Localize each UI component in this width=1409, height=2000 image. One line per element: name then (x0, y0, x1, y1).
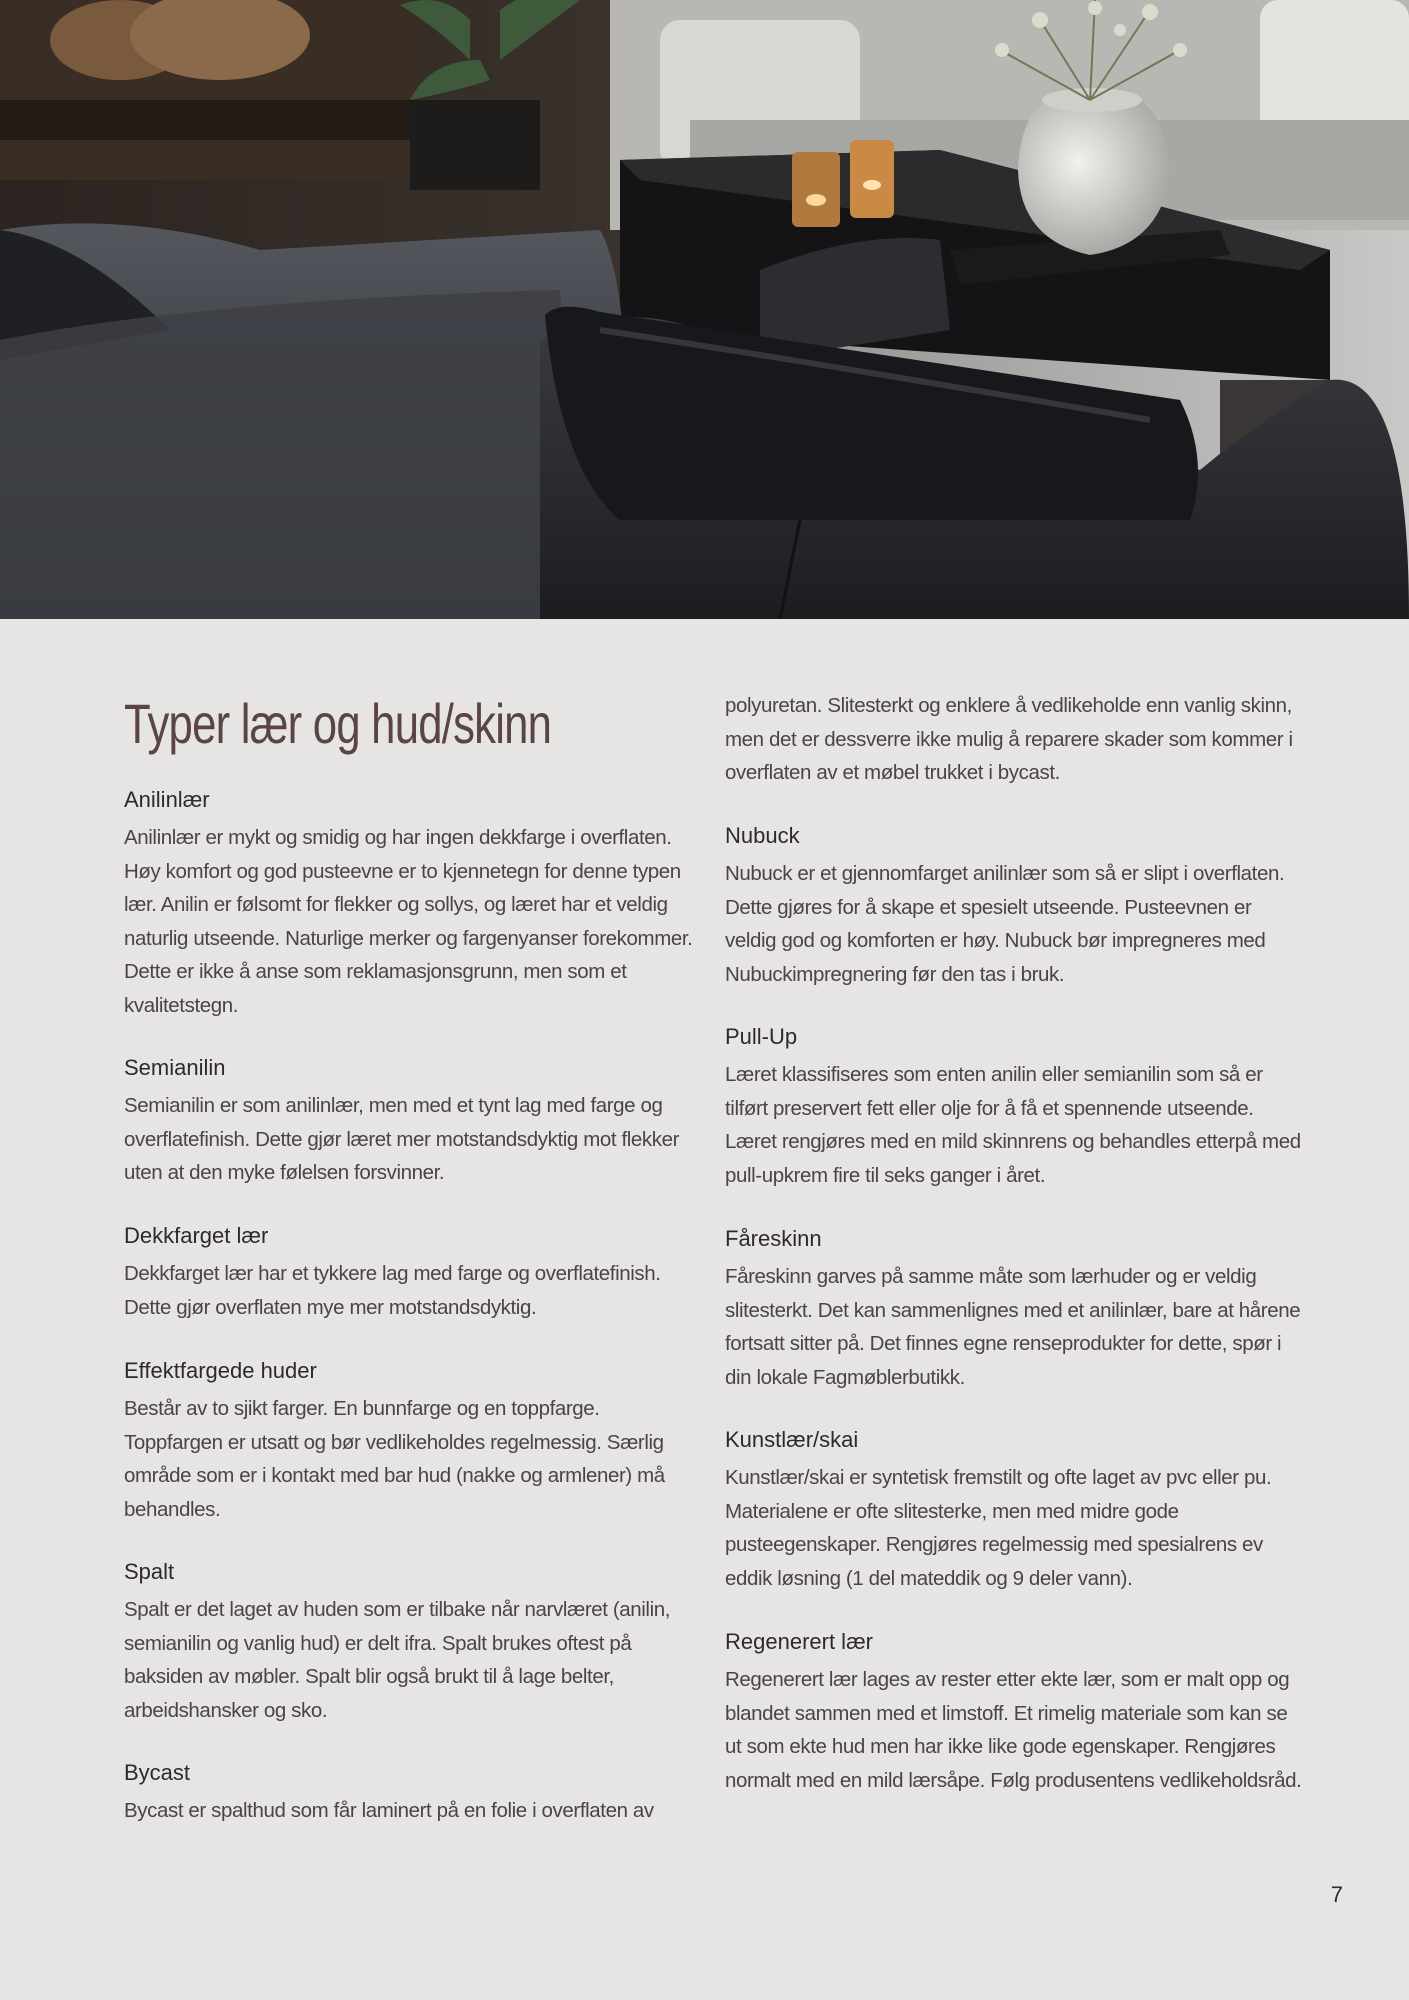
section-spalt (124, 1555, 696, 1727)
section-text: Bycast er spalthud som får laminert på en folie i overflaten av (124, 1799, 654, 1822)
section-heading: Nubuck (725, 823, 800, 848)
section-text: Læret klassifiseres som enten anilin eller semianilin som så er tilført preservert fett eller olje for å få et spennende utseende. Læret rengjøres med en mild skinnrens og behandles etterpå med pull-upkrem fire til seks ganger i året. (725, 1063, 1301, 1187)
section-text: Regenerert lær lages av rester etter ekte lær, som er malt opp og blandet sammen med et limstoff. Et rimelig materiale som kan se ut som ekte hud men har ikke like gode egenskaper. Rengjøres normalt med en mild lærsåpe. Følg produsentens vedlikeholdsråd. (725, 1668, 1302, 1792)
section-bycast-continued (725, 689, 1305, 790)
content-area (0, 619, 1409, 2000)
section-semianilin (124, 1051, 696, 1190)
page-title: Typer lær og hud/skinn (124, 692, 552, 755)
section-heading: Dekkfarget lær (124, 1223, 269, 1248)
leather-armchairs-photo (0, 0, 1409, 619)
section-nubuck (725, 819, 1305, 991)
section-heading: Fåreskinn (725, 1226, 822, 1251)
section-text: Nubuck er et gjennomfarget anilinlær som så er slipt i overflaten. Dette gjøres for å skape et spesielt utseende. Pusteevnen er veldig god og komforten er høy. Nubuck bør impregneres med Nubuckimpregnering før den tas i bruk. (725, 862, 1285, 986)
section-text: Spalt er det laget av huden som er tilbake når narvlæret (anilin, semianilin og vanlig hud) er delt ifra. Spalt brukes oftest på baksiden av møbler. Spalt blir også brukt til å lage belter, arbeidshansker og sko. (124, 1598, 671, 1722)
section-effektfargede-huder (124, 1354, 696, 1526)
section-heading: Kunstlær/skai (725, 1427, 859, 1452)
section-text: Fåreskinn garves på samme måte som lærhuder og er veldig slitesterkt. Det kan sammenlignes med et anilinlær, bare at hårene fortsatt sitter på. Det finnes egne renseprodukter for dette, spør i din lokale Fagmøblerbutikk. (725, 1265, 1301, 1389)
section-bycast (124, 1756, 696, 1828)
section-dekkfarget-laer (124, 1219, 696, 1324)
section-heading: Semianilin (124, 1055, 226, 1080)
section-heading: Effektfargede huder (124, 1358, 317, 1383)
section-anilinlaer (124, 783, 696, 1022)
section-pull-up (725, 1020, 1305, 1192)
section-heading: Pull-Up (725, 1024, 798, 1049)
section-text: Kunstlær/skai er syntetisk fremstilt og ofte laget av pvc eller pu. Materialene er ofte slitesterke, men med midre gode pusteegenskaper. Rengjøres regelmessig med spesialrens ev eddik løsning (1 del mateddik og 9 deler vann). (725, 1466, 1272, 1590)
section-text: Semianilin er som anilinlær, men med et tynt lag med farge og overflatefinish. Dette gjør læret mer motstandsdyktig mot flekker uten at den myke følelsen forsvinner. (124, 1094, 680, 1184)
section-heading: Anilinlær (124, 787, 210, 812)
section-regenerert-laer (725, 1625, 1305, 1797)
section-heading: Spalt (124, 1559, 175, 1584)
section-heading: Regenerert lær (725, 1629, 873, 1654)
section-text: Dekkfarget lær har et tykkere lag med farge og overflatefinish. Dette gjør overflaten mye mer motstandsdyktig. (124, 1262, 661, 1319)
section-text: Anilinlær er mykt og smidig og har ingen dekkfarge i overflaten. Høy komfort og god pusteevne er to kjennetegn for denne typen lær. Anilin er følsomt for flekker og sollys, og læret har et veldig naturlig utseende. Naturlige merker og fargenyanser forekommer. Dette er ikke å anse som reklamasjonsgrunn, men som et kvalitetstegn. (124, 826, 693, 1017)
section-fareskinn (725, 1222, 1305, 1394)
section-text: Består av to sjikt farger. En bunnfarge og en toppfarge. Toppfargen er utsatt og bør vedlikeholdes regelmessig. Særlig område som er i kontakt med bar hud (nakke og armlener) må behandles. (124, 1397, 665, 1521)
hero-photo (0, 0, 1409, 619)
section-heading: Bycast (124, 1760, 191, 1785)
page-number: 7 (1330, 1882, 1343, 1907)
section-kunstlaer-skai (725, 1423, 1305, 1595)
section-text: polyuretan. Slitesterkt og enklere å vedlikeholde enn vanlig skinn, men det er dessverre ikke mulig å reparere skader som kommer i overflaten av et møbel trukket i bycast. (725, 694, 1293, 784)
